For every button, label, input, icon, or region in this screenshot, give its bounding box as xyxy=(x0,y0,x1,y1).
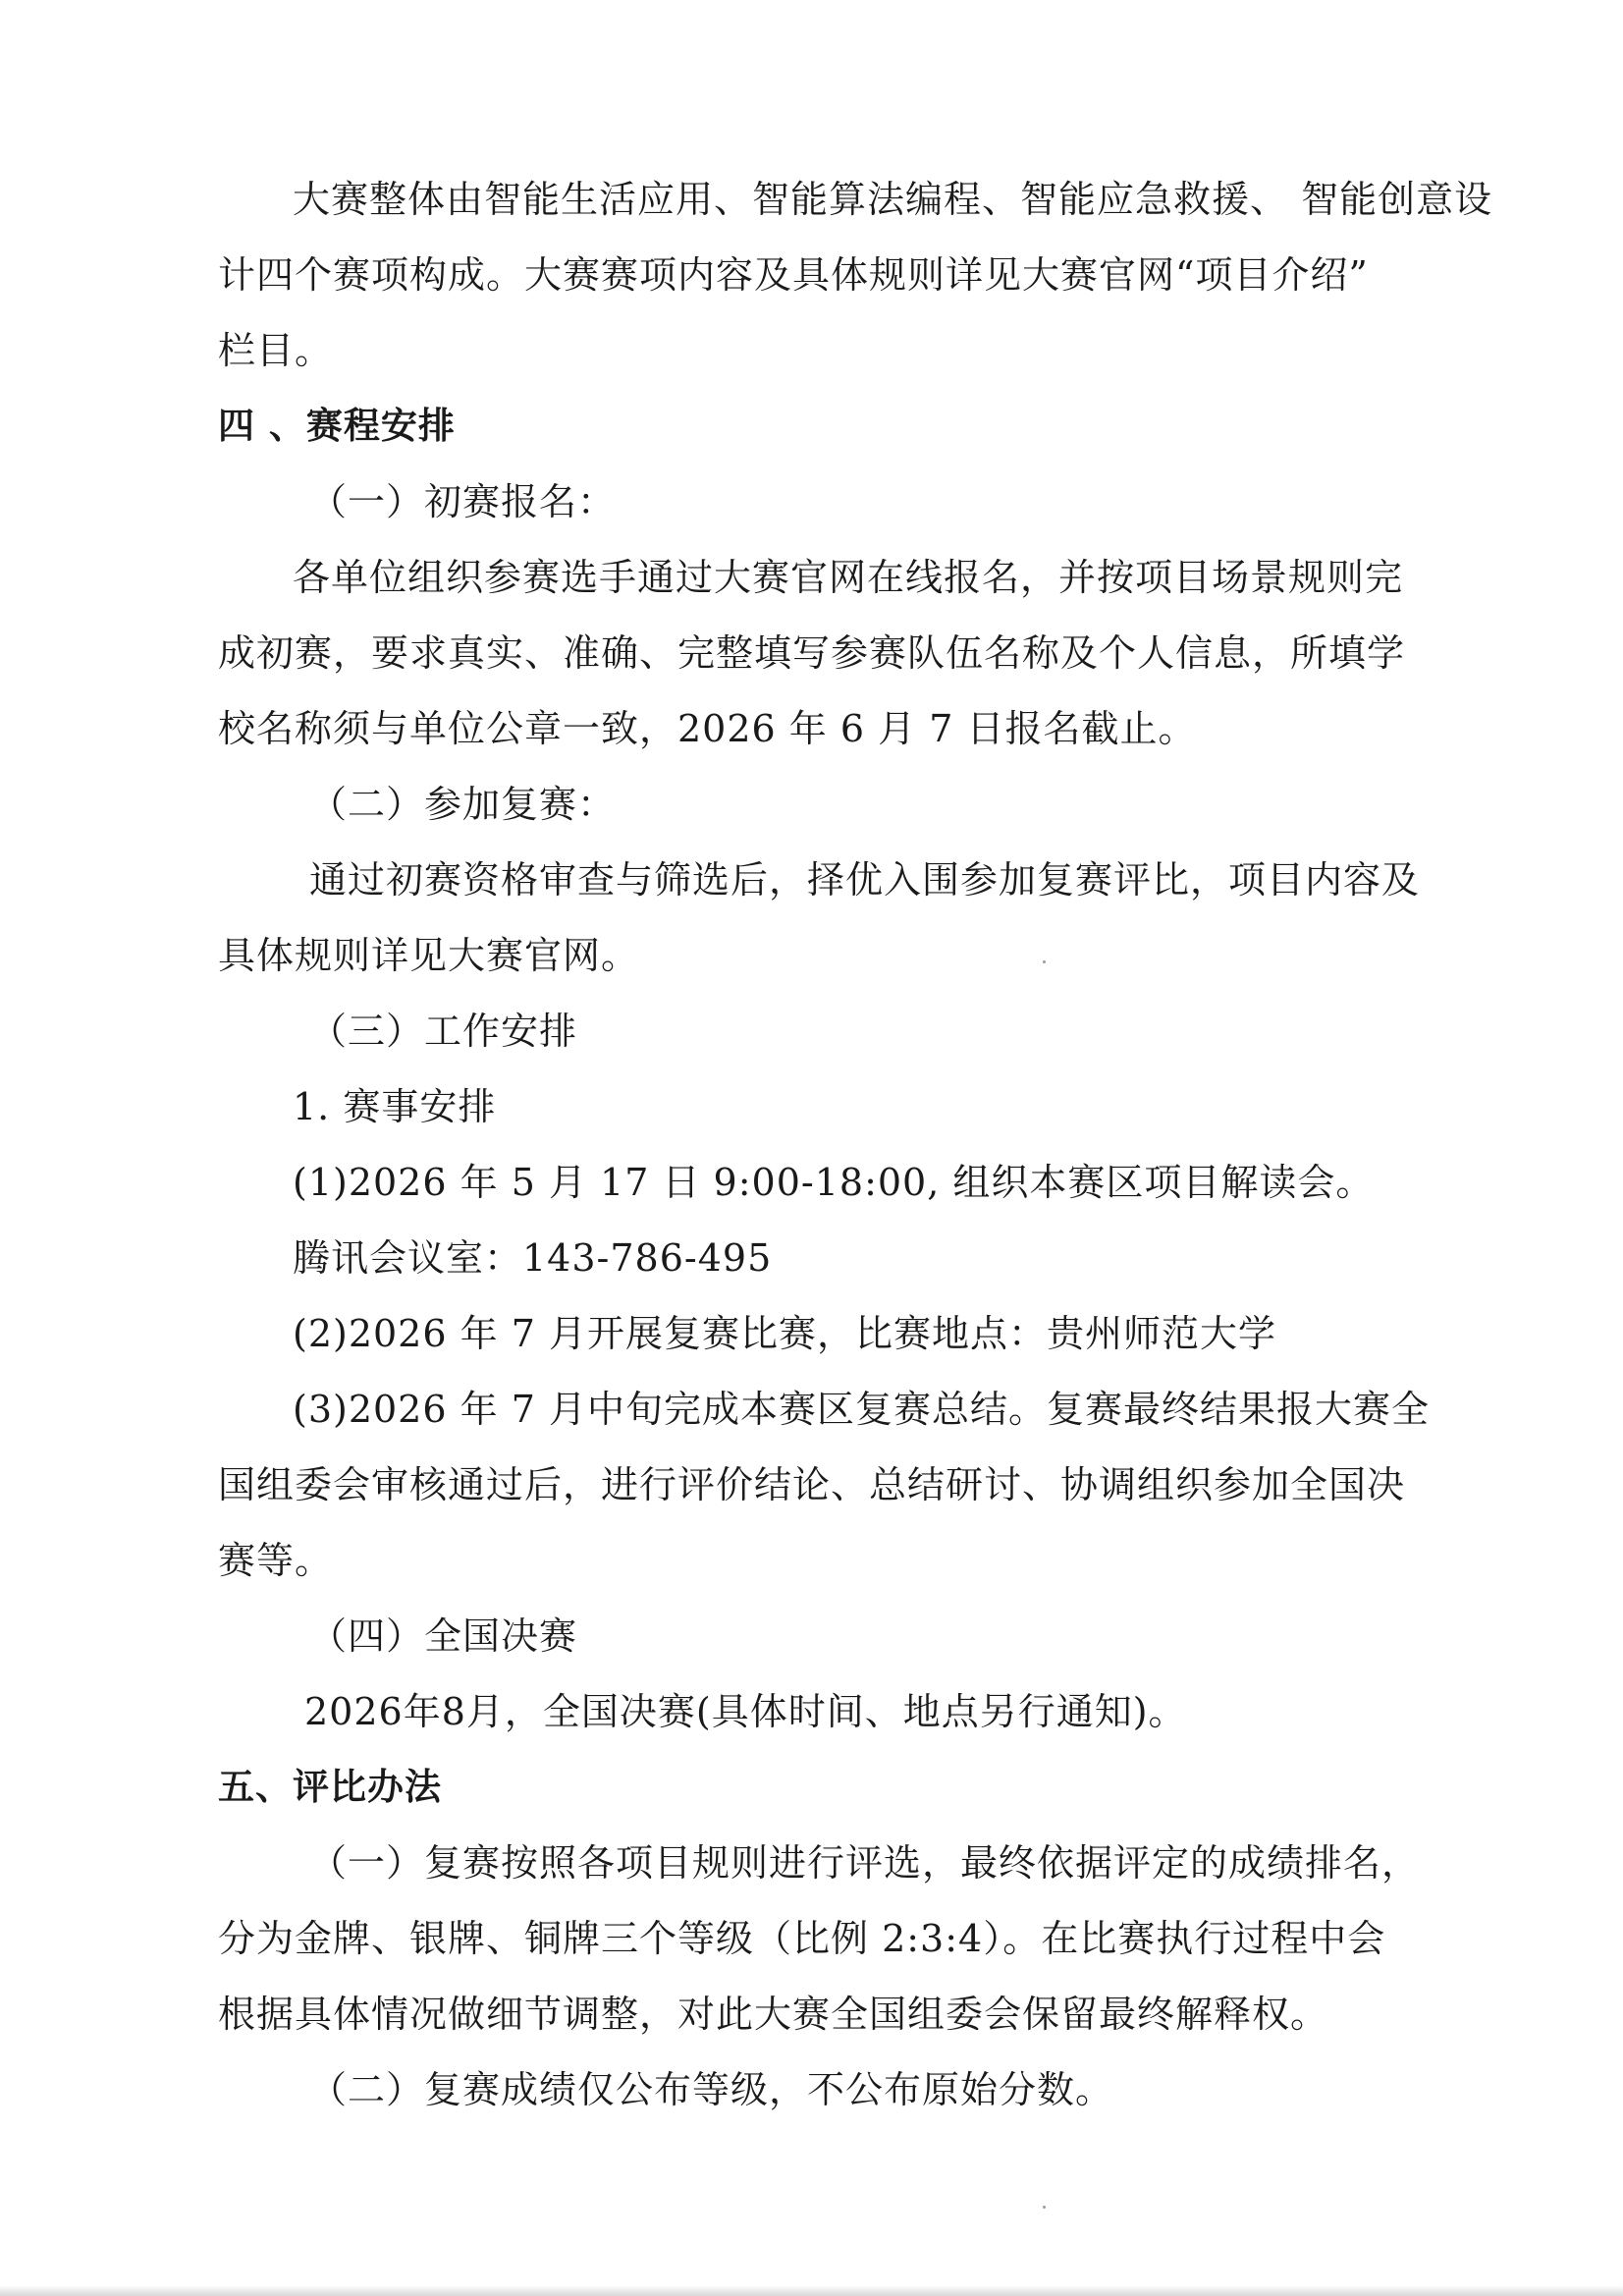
paragraph-line: 国组委会审核通过后，进行评价结论、总结研讨、协调组织参加全国决 xyxy=(218,1463,1406,1506)
paragraph-line: 计四个赛项构成。大赛赛项内容及具体规则详见大赛官网“项目介绍” xyxy=(218,253,1369,297)
paragraph-line: 分为金牌、银牌、铜牌三个等级（比例 2:3:4）。在比赛执行过程中会 xyxy=(218,1917,1386,1960)
paragraph-line: 校名称须与单位公章一致，2026 年 6 月 7 日报名截止。 xyxy=(218,707,1197,750)
list-heading: 1. 赛事安排 xyxy=(293,1085,497,1128)
paragraph-line: 赛等。 xyxy=(218,1539,334,1582)
subsection-heading: （四）全国决赛 xyxy=(309,1614,578,1658)
meeting-room-line: 腾讯会议室：143-786-495 xyxy=(293,1236,773,1280)
paragraph-line: 根据具体情况做细节调整，对此大赛全国组委会保留最终解释权。 xyxy=(218,1993,1329,2036)
scan-dot xyxy=(1043,2206,1046,2209)
paragraph-line: 栏目。 xyxy=(218,329,334,372)
section-heading-schedule: 四 、赛程安排 xyxy=(218,405,456,447)
paragraph-line: 通过初赛资格审查与筛选后，择优入围参加复赛评比，项目内容及 xyxy=(309,858,1421,902)
subsection-heading: （一）初赛报名： xyxy=(309,480,617,523)
paragraph-line: 各单位组织参赛选手通过大赛官网在线报名，并按项目场景规则完 xyxy=(293,556,1404,599)
scan-bottom-edge xyxy=(0,2285,1623,2296)
subsection-heading: （二）参加复赛： xyxy=(309,783,617,826)
paragraph-line: 2026年8月，全国决赛(具体时间、地点另行通知)。 xyxy=(304,1690,1187,1733)
subsection-heading: （三）工作安排 xyxy=(309,1010,578,1053)
paragraph-line: 大赛整体由智能生活应用、智能算法编程、智能应急救援、 智能创意设 xyxy=(293,178,1493,221)
paragraph-line: （二）复赛成绩仅公布等级，不公布原始分数。 xyxy=(309,2068,1114,2111)
list-item: (2)2026 年 7 月开展复赛比赛，比赛地点：贵州师范大学 xyxy=(293,1312,1276,1355)
paragraph-line: （一）复赛按照各项目规则进行评选，最终依据评定的成绩排名， xyxy=(309,1841,1421,1885)
section-heading-evaluation: 五、评比办法 xyxy=(218,1766,442,1808)
list-item: (1)2026 年 5 月 17 日 9:00-18:00, 组织本赛区项目解读会。 xyxy=(293,1161,1375,1204)
paragraph-line: 成初赛，要求真实、准确、完整填写参赛队伍名称及个人信息，所填学 xyxy=(218,631,1406,675)
scan-dot xyxy=(1043,960,1046,963)
paragraph-line: 具体规则详见大赛官网。 xyxy=(218,934,640,977)
list-item: (3)2026 年 7 月中旬完成本赛区复赛总结。复赛最终结果报大赛全 xyxy=(293,1388,1430,1431)
